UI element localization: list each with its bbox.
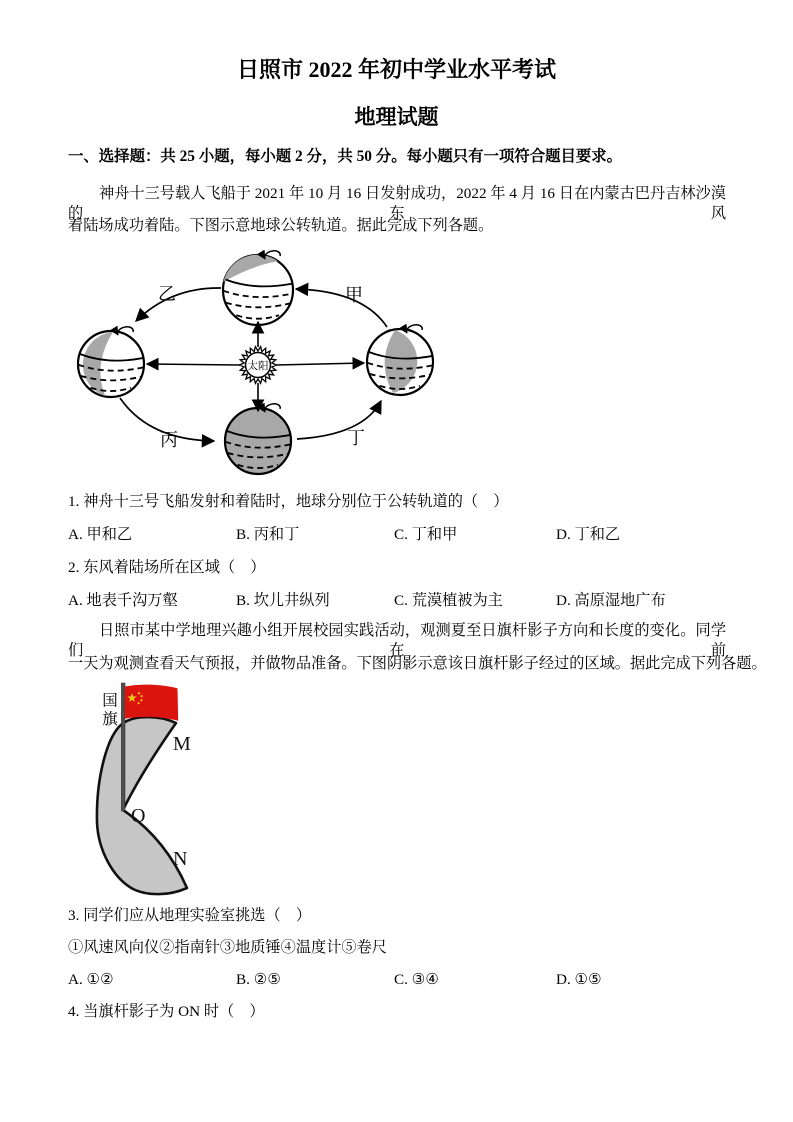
orbit-label-jia: 甲: [345, 285, 363, 305]
option-c: C. 荒漠植被为主: [394, 592, 503, 609]
option-a: A. ①②: [68, 971, 114, 988]
point-label-n: N: [173, 848, 188, 870]
option-d: D. 丁和乙: [556, 526, 621, 543]
question-3-options: [68, 970, 768, 992]
figure-flagpole-shadow: [85, 678, 210, 906]
orbit-label-bing: 丙: [160, 430, 178, 450]
flag-label: 国旗: [100, 692, 117, 729]
orbit-arc-yi: [136, 288, 221, 321]
passage2-line2: 一天为观测查看天气预报，并做物品准备。下图阴影示意该日旗杆影子经过的区域。据此完成下列各题。: [68, 655, 767, 672]
option-a: A. 甲和乙: [68, 526, 133, 543]
figure-earth-orbit: [75, 243, 445, 485]
question-2-text: 2. 东风着陆场所在区域（ ）: [68, 559, 266, 576]
option-c: C. ③④: [394, 971, 439, 988]
sun-ray-left: [147, 364, 240, 365]
page-subtitle: 地理试题: [354, 105, 439, 129]
page-title: 日照市 2022 年初中学业水平考试: [236, 57, 556, 82]
question-4-text: 4. 当旗杆影子为 ON 时（ ）: [68, 1003, 265, 1020]
option-c: C. 丁和甲: [394, 526, 458, 543]
sun-icon: [240, 347, 277, 384]
earth-globe: [223, 251, 293, 325]
point-label-o: O: [131, 805, 146, 827]
orbit-label-ding: 丁: [347, 428, 365, 448]
sun-ray-right: [276, 363, 364, 365]
earth-globe: [78, 327, 144, 397]
question-3-text: 3. 同学们应从地理实验室挑选（ ）: [68, 907, 311, 924]
flagpole: [121, 683, 125, 811]
orbit-label-yi: 乙: [158, 284, 176, 304]
question-3-items: ①风速风向仪②指南针③地质锤④温度计⑤卷尺: [68, 939, 387, 956]
section-heading: 一、选择题：共 25 小题，每小题 2 分，共 50 分。每小题只有一项符合题目要求。: [68, 148, 623, 165]
question-1-text: 1. 神舟十三号飞船发射和着陆时，地球分别位于公转轨道的（ ）: [68, 493, 509, 510]
passage2-line1: 日照市某中学地理兴趣小组开展校园实践活动，观测夏至日旗杆影子方向和长度的变化。同学们在前: [68, 622, 726, 659]
earth-globe: [225, 404, 291, 474]
flag: [125, 685, 178, 721]
sun-label: 太阳: [247, 361, 269, 372]
option-b: B. 坎儿井纵列: [236, 592, 330, 609]
orbit-arc-ding: [297, 401, 381, 439]
passage1-line1: 神舟十三号载人飞船于 2021 年 10 月 16 日发射成功，2022 年 4 月 16 日在内蒙古巴丹吉林沙漠的东风: [68, 185, 726, 222]
option-b: B. 丙和丁: [236, 526, 300, 543]
passage1-line2: 着陆场成功着陆。下图示意地球公转轨道。据此完成下列各题。: [68, 217, 494, 234]
option-d: D. ①⑤: [556, 971, 602, 988]
earth-globe: [367, 325, 433, 395]
orbit-arc-jia: [296, 289, 387, 327]
question-1-options: [68, 525, 768, 547]
question-2-options: [68, 591, 768, 613]
option-b: B. ②⑤: [236, 971, 281, 988]
option-a: A. 地表千沟万壑: [68, 592, 178, 609]
option-d: D. 高原湿地广布: [556, 592, 666, 609]
point-label-m: M: [173, 733, 191, 755]
